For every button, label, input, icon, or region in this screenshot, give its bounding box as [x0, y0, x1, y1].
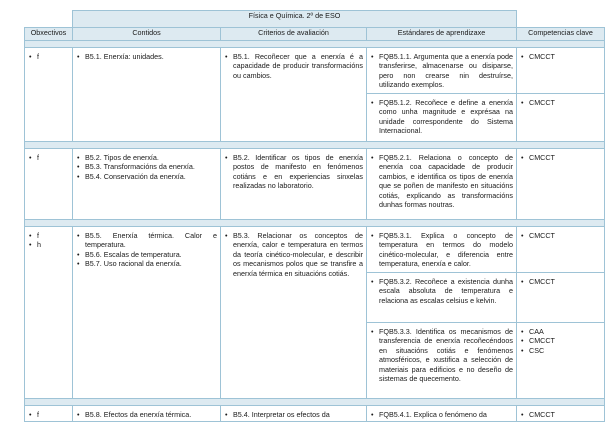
- objective-item: • h: [29, 240, 69, 249]
- competency-item: • CMCCT: [521, 410, 601, 419]
- competencies-cell: [517, 94, 605, 142]
- header-blank-cell: [25, 11, 73, 28]
- competency-item: • CAA: [521, 327, 601, 336]
- curriculum-table: [24, 10, 605, 422]
- competency-item: • CMCCT: [521, 231, 601, 240]
- standard-cell: [367, 48, 517, 94]
- standard-cell: [367, 227, 517, 273]
- column-header-competencies: Competencias clave: [517, 28, 605, 41]
- criterion-item: • B5.4. Interpretar os efectos da: [225, 410, 363, 419]
- objectives-cell: [25, 227, 73, 399]
- content-item: • B5.4. Conservación da enerxía.: [77, 172, 217, 181]
- content-item: • B5.6. Escalas de temperatura.: [77, 250, 217, 259]
- objectives-cell: [25, 149, 73, 220]
- column-header-objectives: Obxectivos: [25, 28, 73, 41]
- standard-cell: [367, 149, 517, 220]
- table-row: [25, 227, 605, 273]
- competencies-cell: [517, 323, 605, 399]
- block-spacer: [25, 142, 605, 149]
- competency-item: • CMCCT: [521, 153, 601, 162]
- criterion-item: • B5.3. Relacionar os conceptos de enerxía, calor e temperatura en termos da teoría cinético-molecular, e describir os mecanismos polos que se transfire a enerxía térmica en situacións cotiás.: [225, 231, 363, 278]
- column-header-contents: Contidos: [73, 28, 221, 41]
- criteria-cell: [221, 406, 367, 422]
- contents-cell: [73, 149, 221, 220]
- objective-item: • f: [29, 153, 69, 162]
- content-item: • B5.1. Enerxía: unidades.: [77, 52, 217, 61]
- competency-item: • CMCCT: [521, 98, 601, 107]
- content-item: • B5.7. Uso racional da enerxía.: [77, 259, 217, 268]
- criteria-cell: [221, 48, 367, 142]
- block-spacer: [25, 399, 605, 406]
- standard-item: • FQB5.2.1. Relaciona o concepto de enerxía coa capacidade de producir cambios, e identifica os tipos de enerxía que se poñen de manifesto en situacións cotiás, explicando as transformacións dunhas formas noutras.: [371, 153, 513, 209]
- standard-item: • FQB5.1.1. Argumenta que a enerxía pode transferirse, almacenarse ou disiparse, pero non crearse nin destruírse, utilizando exemplos.: [371, 52, 513, 90]
- standard-item: • FQB5.4.1. Explica o fenómeno da: [371, 410, 513, 419]
- contents-cell: [73, 406, 221, 422]
- standard-cell: [367, 406, 517, 422]
- competency-item: • CMCCT: [521, 277, 601, 286]
- content-item: • B5.2. Tipos de enerxía.: [77, 153, 217, 162]
- competencies-cell: [517, 149, 605, 220]
- objective-item: • f: [29, 231, 69, 240]
- criterion-item: • B5.1. Recoñecer que a enerxía é a capacidade de producir transformacións ou cambios.: [225, 52, 363, 80]
- header-blank-cell: [517, 11, 605, 28]
- column-header-criteria: Criterios de avaliación: [221, 28, 367, 41]
- criterion-item: • B5.2. Identificar os tipos de enerxía postos de manifesto en fenómenos cotiáns e en experiencias sinxelas realizadas no laboratorio.: [225, 153, 363, 191]
- standard-cell: [367, 323, 517, 399]
- table-row: [25, 48, 605, 94]
- criteria-cell: [221, 149, 367, 220]
- objective-item: • f: [29, 410, 69, 419]
- competencies-cell: [517, 227, 605, 273]
- objective-item: • f: [29, 52, 69, 61]
- competencies-cell: [517, 273, 605, 323]
- contents-cell: [73, 227, 221, 399]
- contents-cell: [73, 48, 221, 142]
- standard-cell: [367, 273, 517, 323]
- competency-item: • CMCCT: [521, 52, 601, 61]
- competencies-cell: [517, 48, 605, 94]
- table-row: [25, 406, 605, 422]
- objectives-cell: [25, 48, 73, 142]
- block-spacer: [25, 220, 605, 227]
- competency-item: • CMCCT: [521, 336, 601, 345]
- standard-item: • FQB5.3.3. Identifica os mecanismos de transferencia de enerxía recoñecéndoos en situacións cotiás e fenómenos atmosféricos, e xustifica a selección de materiais para edificios e no deseño de sistemas de quecemento.: [371, 327, 513, 383]
- criteria-cell: [221, 227, 367, 399]
- column-header-standards: Estándares de aprendizaxe: [367, 28, 517, 41]
- standard-item: • FQB5.3.2. Recoñece a existencia dunha escala absoluta de temperatura e relaciona as escalas celsius e kelvin.: [371, 277, 513, 305]
- standard-cell: [367, 94, 517, 142]
- subject-title: Física e Química. 2º de ESO: [73, 11, 517, 28]
- competency-item: • CSC: [521, 346, 601, 355]
- content-item: • B5.3. Transformacións da enerxía.: [77, 162, 217, 171]
- standard-item: • FQB5.1.2. Recoñece e define a enerxía como unha magnitude e exprésaa na unidade correspondente do Sistema Internacional.: [371, 98, 513, 136]
- competencies-cell: [517, 406, 605, 422]
- table-row: [25, 149, 605, 220]
- standard-item: • FQB5.3.1. Explica o concepto de temperatura en termos do modelo cinético-molecular, e diferencia entre temperatura, enerxía e calor.: [371, 231, 513, 269]
- content-item: • B5.5. Enerxía térmica. Calor e temperatura.: [77, 231, 217, 250]
- content-item: • B5.8. Efectos da enerxía térmica.: [77, 410, 217, 419]
- objectives-cell: [25, 406, 73, 422]
- block-spacer: [25, 41, 605, 48]
